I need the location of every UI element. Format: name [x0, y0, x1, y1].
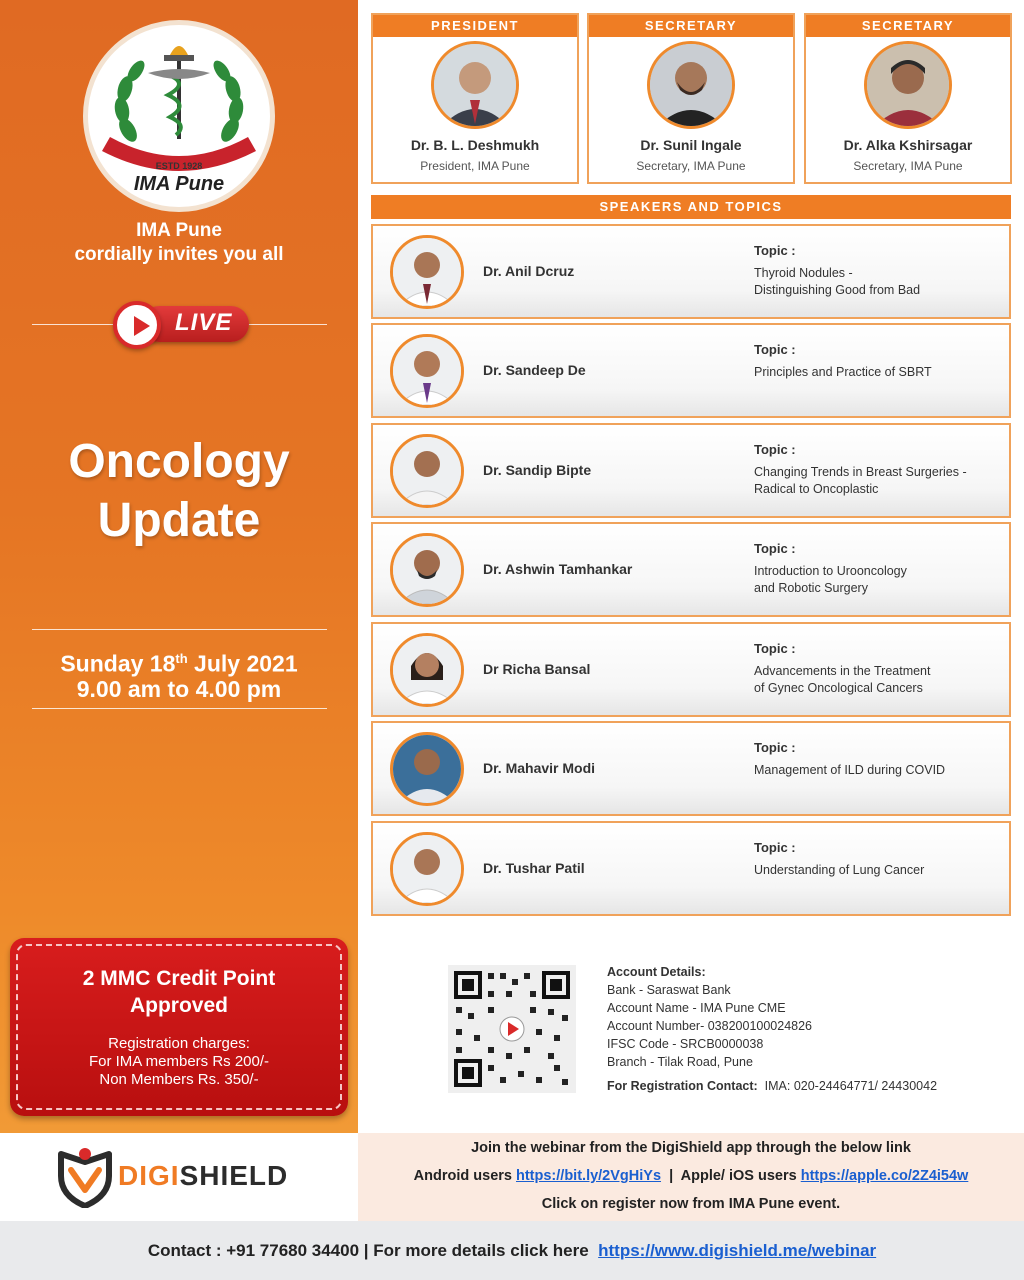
live-label: LIVE	[175, 309, 233, 336]
topic-text: Understanding of Lung Cancer	[754, 863, 925, 877]
speaker-photo	[390, 732, 464, 806]
footer-contact: Contact : +91 77680 34400 | For more details click here	[147, 1241, 594, 1260]
speaker-card	[371, 622, 1011, 717]
speaker-card	[371, 224, 1011, 319]
topic-text: Thyroid Nodules - Distinguishing Good from Bad	[754, 266, 921, 297]
play-icon	[113, 301, 161, 349]
account-bank: Bank - Saraswat Bank	[607, 983, 731, 997]
office-heading: PRESIDENT	[373, 15, 577, 37]
speaker-name: Dr Richa Bansal	[483, 661, 591, 677]
topic-label: Topic :	[754, 541, 796, 556]
speaker-photo	[390, 533, 464, 607]
topic-text: Introduction to Urooncology and Robotic Surgery	[754, 564, 907, 595]
android-link[interactable]: https://bit.ly/2VgHiYs	[516, 1168, 662, 1184]
logo-name: IMA Pune	[133, 173, 225, 195]
registration-members: For IMA members Rs 200/-	[88, 1053, 270, 1070]
digishield-logo-text: DIGISHIELD	[118, 1160, 289, 1191]
speaker-card	[371, 522, 1011, 617]
topic-text: Management of ILD during COVID	[754, 763, 946, 777]
account-ifsc: IFSC Code - SRCB0000038	[607, 1037, 764, 1051]
webinar-line3: Click on register now from IMA Pune event.	[541, 1196, 841, 1212]
speaker-photo	[390, 235, 464, 309]
secretary-photo	[647, 41, 735, 129]
logo-estd: ESTD 1928	[155, 161, 203, 171]
credit-title-line2: Approved	[129, 994, 228, 1017]
speaker-name: Dr. Mahavir Modi	[483, 760, 596, 776]
invite-org: IMA Pune	[136, 220, 222, 241]
topic-label: Topic :	[754, 840, 796, 855]
footer-link[interactable]: https://www.digishield.me/webinar	[598, 1241, 877, 1260]
live-badge	[113, 301, 249, 347]
office-heading: SECRETARY	[806, 15, 1010, 37]
president-photo	[431, 41, 519, 129]
divider	[32, 708, 327, 709]
office-name: Dr. B. L. Deshmukh	[410, 137, 540, 153]
secretary-photo	[864, 41, 952, 129]
invite-text: cordially invites you all	[74, 244, 284, 265]
speaker-name: Dr. Ashwin Tamhankar	[483, 561, 633, 577]
topic-text: Principles and Practice of SBRT	[754, 365, 932, 379]
office-name: Dr. Alka Kshirsagar	[843, 137, 973, 153]
speaker-name: Dr. Sandeep De	[483, 362, 586, 378]
webinar-info	[358, 1133, 1024, 1221]
speaker-name: Dr. Tushar Patil	[483, 860, 585, 876]
left-panel	[0, 0, 358, 1133]
digishield-shield-icon	[57, 1146, 113, 1208]
ios-link[interactable]: https://apple.co/2Z4i54w	[800, 1168, 969, 1184]
topic-text: Changing Trends in Breast Surgeries - Radical to Oncoplastic	[754, 465, 967, 496]
topic-label: Topic :	[754, 442, 796, 457]
speaker-photo	[390, 334, 464, 408]
event-date: Sunday 18th July 2021	[60, 650, 298, 677]
registration-label: Registration charges:	[108, 1035, 250, 1052]
office-bearer-secretary-2	[804, 13, 1012, 184]
ima-logo	[83, 20, 275, 212]
topic-label: Topic :	[754, 243, 796, 258]
speaker-name: Dr. Sandip Bipte	[483, 462, 592, 478]
office-name: Dr. Sunil Ingale	[640, 137, 742, 153]
registration-non-members: Non Members Rs. 350/-	[99, 1071, 259, 1088]
speaker-card	[371, 323, 1011, 418]
topic-label: Topic :	[754, 342, 796, 357]
qr-code-icon	[448, 965, 576, 1093]
footer	[0, 1221, 1024, 1280]
office-role: Secretary, IMA Pune	[636, 159, 746, 173]
speaker-card	[371, 821, 1011, 916]
account-name: Account Name - IMA Pune CME	[607, 1001, 786, 1015]
webinar-line1: Join the webinar from the DigiShield app through the below link	[471, 1140, 911, 1156]
speaker-card	[371, 721, 1011, 816]
office-role: Secretary, IMA Pune	[853, 159, 963, 173]
topic-label: Topic :	[754, 740, 796, 755]
webinar-links: Android users https://bit.ly/2VgHiYs | Apple/ iOS users https://apple.co/2Z4i54w	[413, 1168, 969, 1184]
speaker-name: Dr. Anil Dcruz	[483, 263, 575, 279]
divider	[32, 629, 327, 630]
event-title-line1: Oncology	[68, 435, 290, 488]
office-bearer-president	[371, 13, 579, 184]
digishield-brand	[0, 1133, 358, 1221]
speaker-card	[371, 423, 1011, 518]
qr-code[interactable]	[448, 965, 576, 1093]
account-branch: Branch - Tilak Road, Pune	[607, 1055, 753, 1069]
event-title-line2: Update	[97, 494, 261, 547]
speaker-photo	[390, 434, 464, 508]
speakers-heading: SPEAKERS AND TOPICS	[371, 195, 1011, 219]
credit-box	[10, 938, 348, 1116]
event-time: 9.00 am to 4.00 pm	[76, 676, 282, 702]
office-heading: SECRETARY	[589, 15, 793, 37]
office-role: President, IMA Pune	[420, 159, 530, 173]
topic-label: Topic :	[754, 641, 796, 656]
registration-contact: For Registration Contact: IMA: 020-24464771/ 24430042	[607, 1079, 938, 1093]
account-heading: Account Details:	[607, 965, 706, 979]
topic-text: Advancements in the Treatment of Gynec Oncological Cancers	[754, 664, 931, 695]
speaker-photo	[390, 832, 464, 906]
account-number: Account Number- 038200100024826	[607, 1019, 813, 1033]
speaker-photo	[390, 633, 464, 707]
credit-title-line1: 2 MMC Credit Point	[82, 967, 276, 990]
office-bearer-secretary-1	[587, 13, 795, 184]
